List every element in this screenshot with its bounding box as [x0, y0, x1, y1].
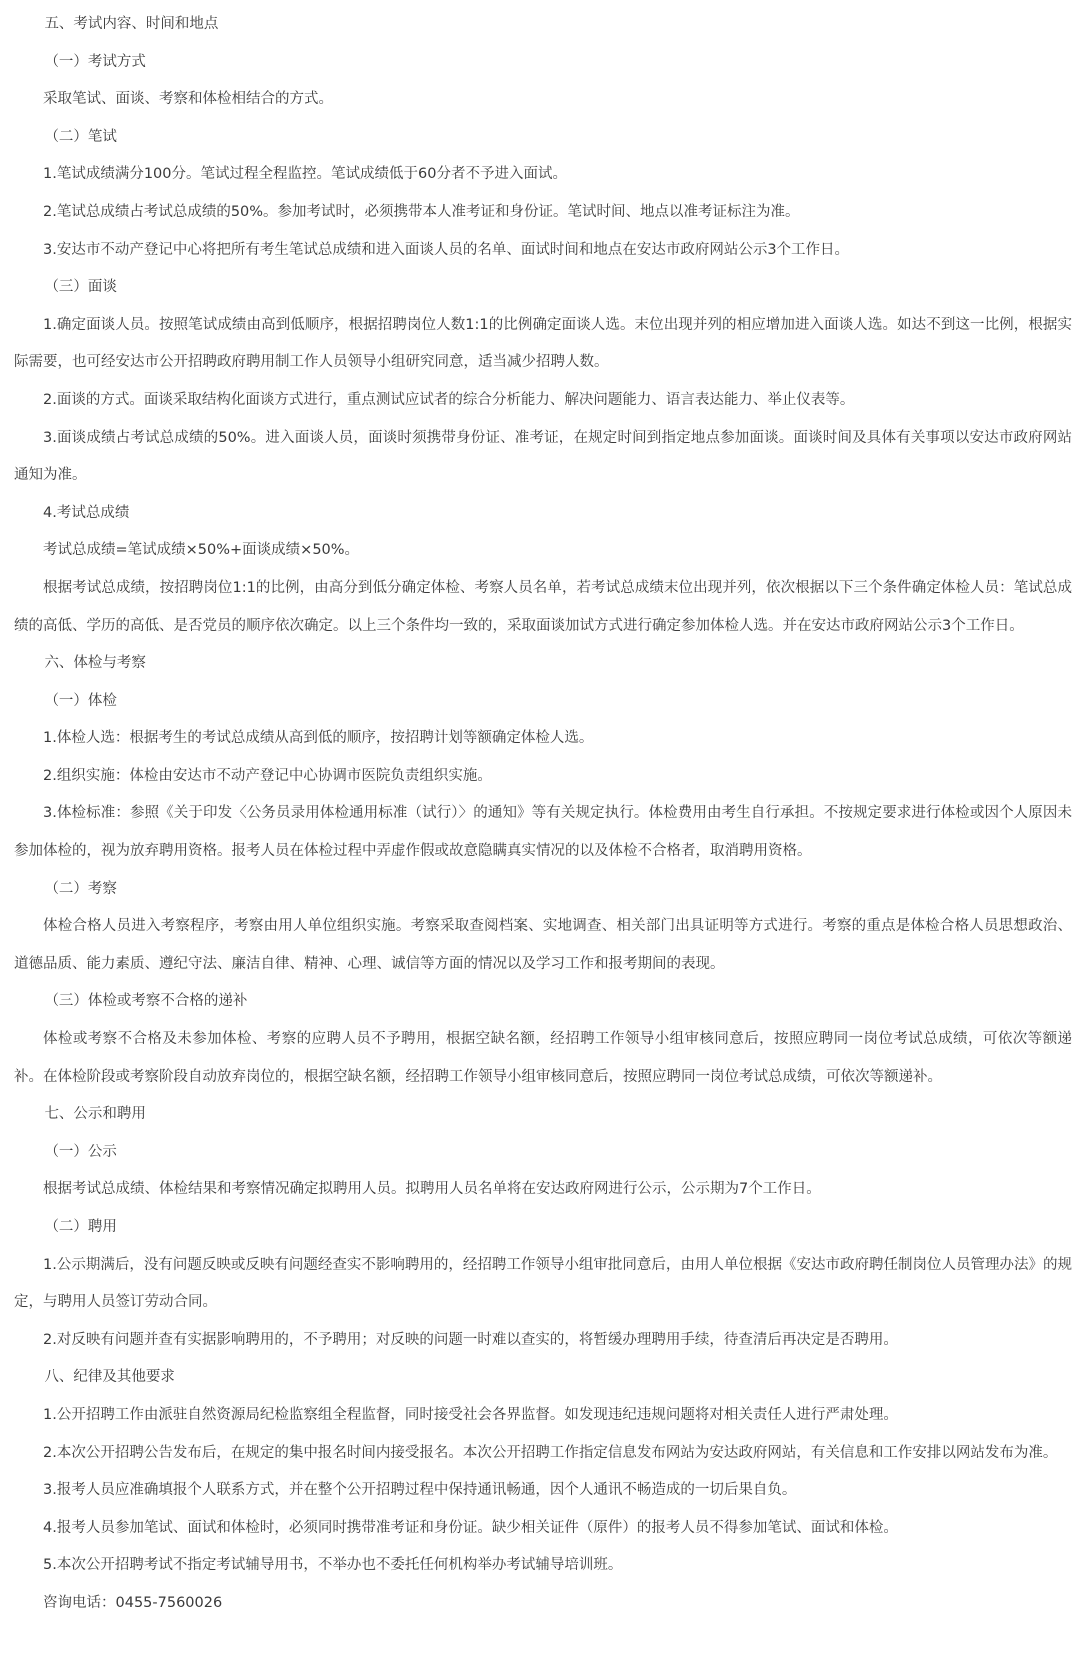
paragraph: 2.本次公开招聘公告发布后，在规定的集中报名时间内接受报名。本次公开招聘工作指定信息发布网站为安达政府网站，有关信息和工作安排以网站发布为准。	[43, 1444, 1058, 1461]
subsection-heading: （二）聘用	[44, 1219, 117, 1235]
paragraph: 5.本次公开招聘考试不指定考试辅导用书，不举办也不委托任何机构举办考试辅导培训班。	[43, 1557, 623, 1574]
paragraph: 3.面谈成绩占考试总成绩的50%。进入面谈人员，面谈时须携带身份证、准考证，在规定时间到指定地点参加面谈。面谈时间及具体有关事项以安达市政府网站通知为准。	[14, 429, 1072, 484]
paragraph: 1.公开招聘工作由派驻自然资源局纪检监察组全程监督，同时接受社会各界监督。如发现违纪违规问题将对相关责任人进行严肃处理。	[43, 1406, 898, 1423]
section-heading: 五、考试内容、时间和地点	[44, 16, 219, 32]
paragraph: 1.公示期满后，没有问题反映或反映有问题经查实不影响聘用的，经招聘工作领导小组审批同意后，由用人单位根据《安达市政府聘任制岗位人员管理办法》的规定，与聘用人员签订劳动合同。	[14, 1256, 1072, 1311]
subsection-heading: （一）公示	[44, 1143, 117, 1160]
paragraph: 考试总成绩=笔试成绩×50%+面谈成绩×50%。	[43, 542, 360, 559]
subsection-heading: （二）笔试	[44, 128, 117, 145]
subsection-heading: （三）面谈	[44, 279, 117, 296]
paragraph: 2.笔试总成绩占考试总成绩的50%。参加考试时，必须携带本人准考证和身份证。笔试时间、地点以准考证标注为准。	[43, 203, 800, 220]
subsection-heading: （二）考察	[44, 880, 117, 897]
paragraph: 2.组织实施：体检由安达市不动产登记中心协调市医院负责组织实施。	[43, 767, 492, 784]
paragraph: 3.体检标准：参照《关于印发〈公务员录用体检通用标准（试行）〉的通知》等有关规定执行。体检费用由考生自行承担。不按规定要求进行体检或因个人原因未参加体检的，视为放弃聘用资格。报考人员在体检过程中弄虚作假或故意隐瞒真实情况的以及体检不合格者，取消聘用资格。	[14, 805, 1072, 860]
subsection-heading: （一）体检	[44, 692, 117, 709]
paragraph: 根据考试总成绩、体检结果和考察情况确定拟聘用人员。拟聘用人员名单将在安达政府网进行公示，公示期为7个工作日。	[43, 1181, 821, 1198]
subsection-heading: （一）考试方式	[44, 53, 146, 70]
paragraph: 1.体检人选：根据考生的考试总成绩从高到低的顺序，按招聘计划等额确定体检人选。	[43, 730, 594, 747]
paragraph: 1.笔试成绩满分100分。笔试过程全程监控。笔试成绩低于60分者不予进入面试。	[43, 166, 567, 183]
subsection-heading: （三）体检或考察不合格的递补	[44, 993, 248, 1010]
paragraph: 3.安达市不动产登记中心将把所有考生笔试总成绩和进入面谈人员的名单、面试时间和地点在安达市政府网站公示3个工作日。	[43, 241, 850, 258]
section-heading: 七、公示和聘用	[44, 1106, 146, 1123]
paragraph: 咨询电话：0455-7560026	[43, 1594, 223, 1611]
paragraph: 体检合格人员进入考察程序，考察由用人单位组织实施。考察采取查阅档案、实地调查、相关部门出具证明等方式进行。考察的重点是体检合格人员思想政治、道德品质、能力素质、遵纪守法、廉洁自律、精神、心理、诚信等方面的情况以及学习工作和报考期间的表现。	[14, 918, 1072, 972]
paragraph: 2.对反映有问题并查有实据影响聘用的，不予聘用；对反映的问题一时难以查实的，将暂缓办理聘用手续，待查清后再决定是否聘用。	[43, 1331, 898, 1348]
section-heading: 六、体检与考察	[44, 655, 146, 672]
paragraph: 2.面谈的方式。面谈采取结构化面谈方式进行，重点测试应试者的综合分析能力、解决问题能力、语言表达能力、举止仪表等。	[43, 391, 855, 408]
section-heading: 八、纪律及其他要求	[44, 1369, 175, 1386]
paragraph: 1.确定面谈人员。按照笔试成绩由高到低顺序，根据招聘岗位人数1:1的比例确定面谈人选。末位出现并列的相应增加进入面谈人选。如达不到这一比例，根据实际需要，也可经安达市公开招聘政府聘用制工作人员领导小组研究同意，适当减少招聘人数。	[14, 316, 1072, 371]
paragraph: 3.报考人员应准确填报个人联系方式，并在整个公开招聘过程中保持通讯畅通，因个人通讯不畅造成的一切后果自负。	[43, 1482, 797, 1499]
paragraph: 体检或考察不合格及未参加体检、考察的应聘人员不予聘用，根据空缺名额，经招聘工作领导小组审核同意后，按照应聘同一岗位考试总成绩，可依次等额递补。在体检阶段或考察阶段自动放弃岗位的，根据空缺名额，经招聘工作领导小组审核同意后，按照应聘同一岗位考试总成绩，可依次等额递补。	[14, 1031, 1072, 1085]
paragraph: 4.考试总成绩	[43, 504, 130, 521]
paragraph: 4.报考人员参加笔试、面试和体检时，必须同时携带准考证和身份证。缺少相关证件（原件）的报考人员不得参加笔试、面试和体检。	[43, 1519, 898, 1536]
paragraph: 根据考试总成绩，按招聘岗位1:1的比例，由高分到低分确定体检、考察人员名单，若考试总成绩末位出现并列，依次根据以下三个条件确定体检人员：笔试总成绩的高低、学历的高低、是否党员的顺序依次确定。以上三个条件均一致的，采取面谈加试方式进行确定参加体检人选。并在安达市政府网站公示3个工作日。	[14, 579, 1072, 634]
paragraph: 采取笔试、面谈、考察和体检相结合的方式。	[43, 91, 333, 108]
